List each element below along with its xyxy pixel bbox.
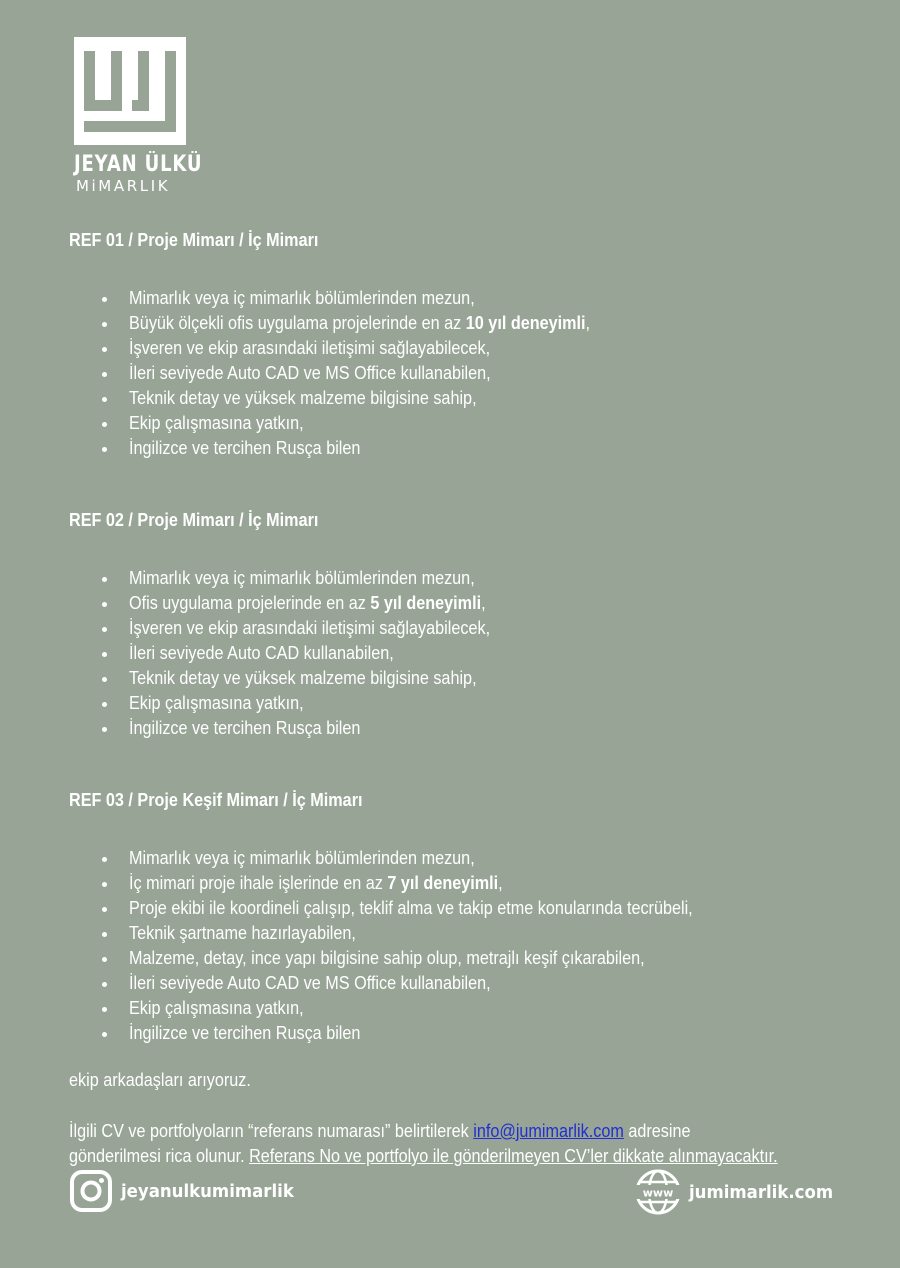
- section-title: REF 01 / Proje Mimarı / İç Mimarı: [69, 230, 319, 250]
- contact-line-2: gönderilmesi rica olunur. Referans No ve portfolyo ile gönderilmeyen CV’ler dikkate alınmayacaktır.: [69, 1146, 778, 1166]
- brand-subtitle: MiMARLIK: [76, 177, 171, 195]
- globe-www-icon: [635, 1169, 681, 1215]
- section-ref-03: [69, 789, 869, 1046]
- list-item: Ekip çalışmasına yatkın,: [69, 996, 869, 1021]
- closing-text: ekip arkadaşları arıyoruz.: [69, 1070, 251, 1090]
- instagram-icon: [69, 1169, 113, 1213]
- list-item: Ofis uygulama projelerinde en az 5 yıl deneyimli,: [69, 591, 869, 616]
- job-listing: [69, 229, 869, 1169]
- section-title: REF 02 / Proje Mimarı / İç Mimarı: [69, 510, 319, 530]
- list-item: İngilizce ve tercihen Rusça bilen: [69, 436, 869, 461]
- svg-text:www: www: [643, 1186, 674, 1200]
- list-item: Mimarlık veya iç mimarlık bölümlerinden mezun,: [69, 286, 869, 311]
- section-ref-02: [69, 509, 869, 741]
- brand-name: JEYAN ÜLKÜ: [74, 152, 203, 177]
- list-item: İleri seviyede Auto CAD ve MS Office kullanabilen,: [69, 971, 869, 996]
- requirements-list: [69, 286, 869, 461]
- email-link[interactable]: info@jumimarlik.com: [473, 1121, 624, 1141]
- list-item: Teknik detay ve yüksek malzeme bilgisine sahip,: [69, 666, 869, 691]
- list-item: Ekip çalışmasına yatkın,: [69, 691, 869, 716]
- logo-mark-icon: [74, 37, 186, 145]
- instagram-handle: jeyanulkumimarlik: [121, 1180, 294, 1202]
- list-item: Proje ekibi ile koordineli çalışıp, teklif alma ve takip etme konularında tecrübeli,: [69, 896, 869, 921]
- website-url: jumimarlik.com: [689, 1181, 834, 1203]
- brand-logo: [74, 37, 203, 195]
- footer: [69, 1169, 846, 1215]
- section-ref-01: [69, 229, 869, 461]
- instagram-link[interactable]: [69, 1169, 309, 1213]
- list-item: Malzeme, detay, ince yapı bilgisine sahip olup, metrajlı keşif çıkarabilen,: [69, 946, 869, 971]
- list-item: İngilizce ve tercihen Rusça bilen: [69, 1021, 869, 1046]
- website-link[interactable]: [635, 1169, 846, 1215]
- list-item: İşveren ve ekip arasındaki iletişimi sağlayabilecek,: [69, 336, 869, 361]
- list-item: Mimarlık veya iç mimarlık bölümlerinden mezun,: [69, 566, 869, 591]
- experience-highlight: 7 yıl deneyimli: [387, 873, 499, 893]
- list-item: İleri seviyede Auto CAD ve MS Office kullanabilen,: [69, 361, 869, 386]
- list-item: Teknik şartname hazırlayabilen,: [69, 921, 869, 946]
- requirements-list: [69, 566, 869, 741]
- disclaimer-text: Referans No ve portfolyo ile gönderilmeyen CV’ler dikkate alınmayacaktır.: [249, 1146, 778, 1166]
- section-title: REF 03 / Proje Keşif Mimarı / İç Mimarı: [69, 790, 363, 810]
- requirements-list: [69, 846, 869, 1046]
- list-item: İngilizce ve tercihen Rusça bilen: [69, 716, 869, 741]
- list-item: Teknik detay ve yüksek malzeme bilgisine sahip,: [69, 386, 869, 411]
- contact-line-1: İlgili CV ve portfolyoların “referans numarası” belirtilerek info@jumimarlik.com adresine: [69, 1121, 691, 1141]
- experience-highlight: 5 yıl deneyimli: [370, 593, 482, 613]
- experience-highlight: 10 yıl deneyimli: [465, 313, 586, 333]
- list-item: Büyük ölçekli ofis uygulama projelerinde en az 10 yıl deneyimli,: [69, 311, 869, 336]
- list-item: İleri seviyede Auto CAD kullanabilen,: [69, 641, 869, 666]
- list-item: Mimarlık veya iç mimarlık bölümlerinden mezun,: [69, 846, 869, 871]
- list-item: İşveren ve ekip arasındaki iletişimi sağlayabilecek,: [69, 616, 869, 641]
- list-item: Ekip çalışmasına yatkın,: [69, 411, 869, 436]
- list-item: İç mimari proje ihale işlerinde en az 7 yıl deneyimli,: [69, 871, 869, 896]
